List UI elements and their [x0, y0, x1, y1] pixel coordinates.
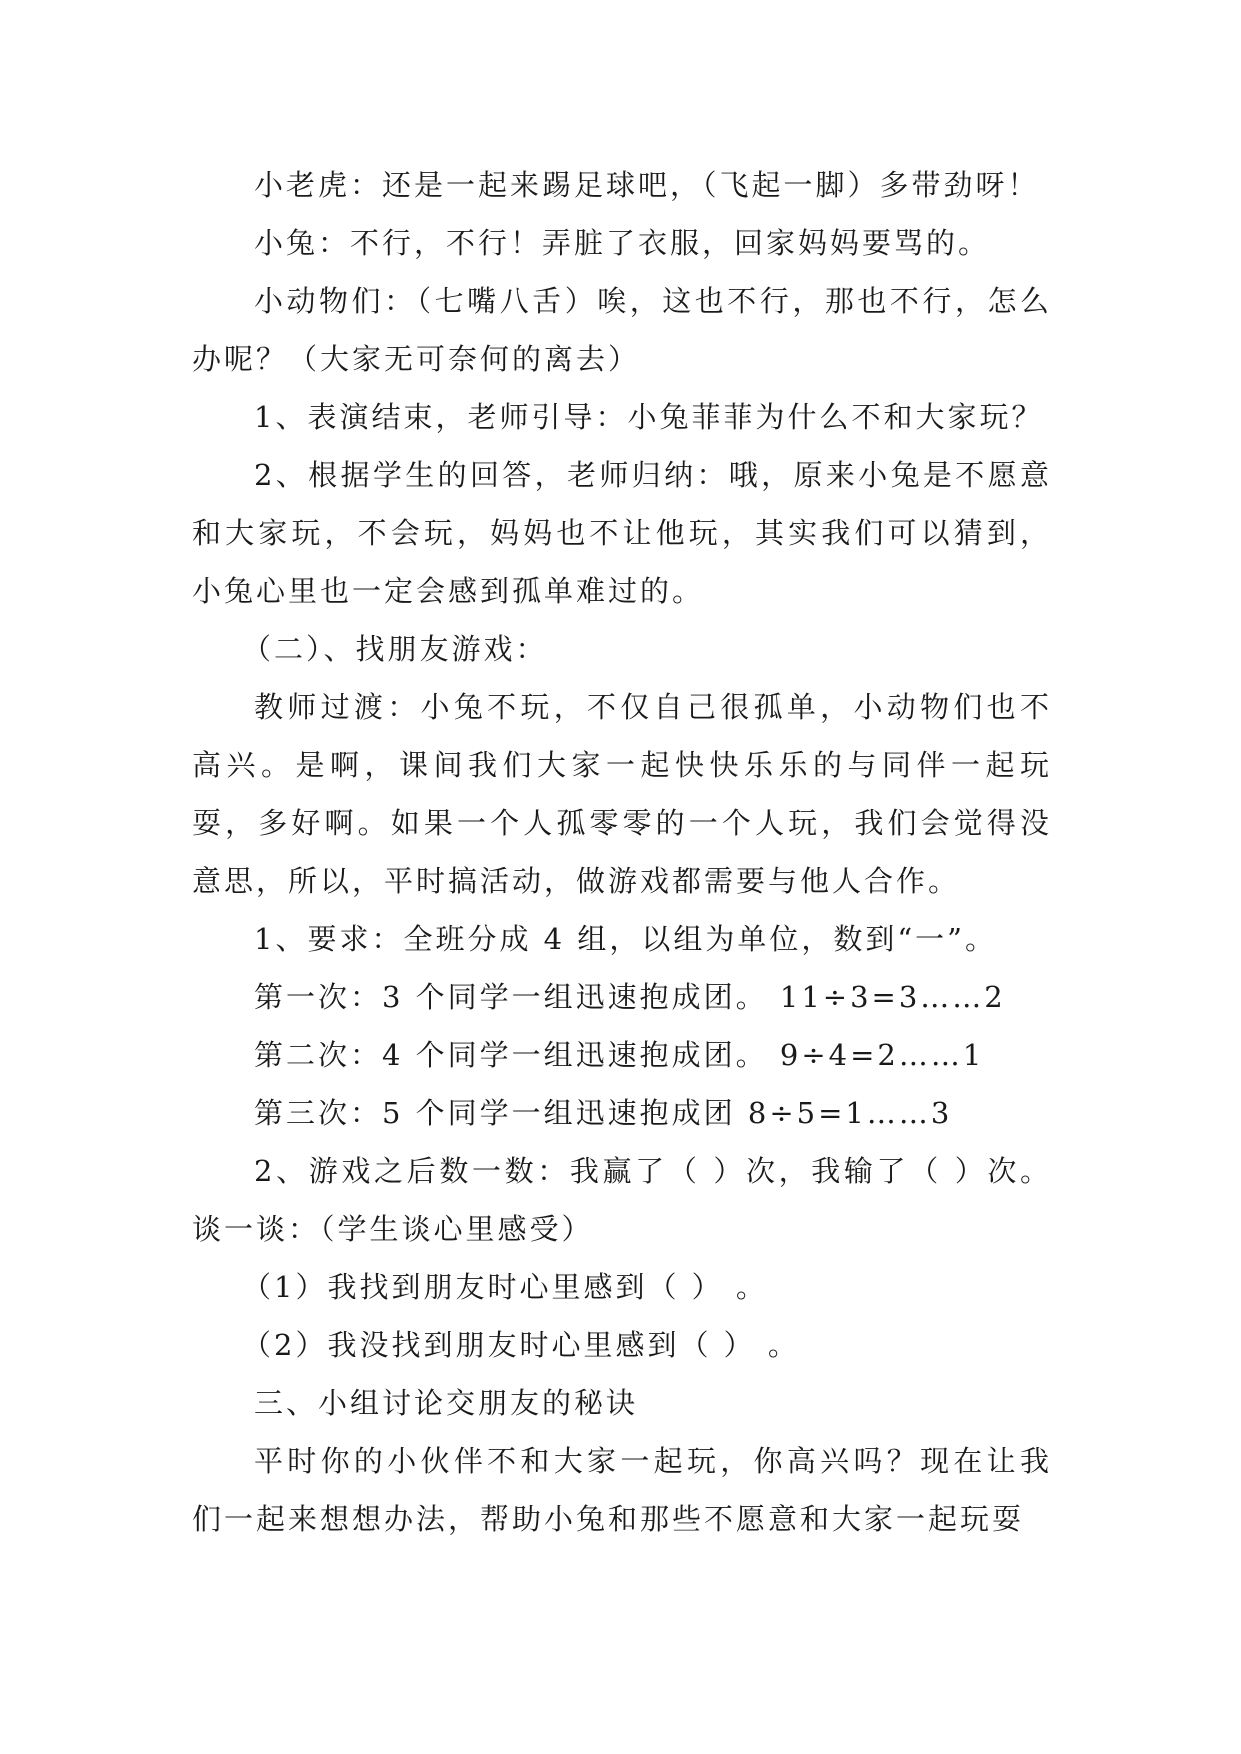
section-heading-game: （二）、找朋友游戏： [242, 632, 548, 666]
paragraph-animals-line: 小动物们：（七嘴八舌）唉，这也不行，那也不行，怎么办呢？（大家无可奈何的离去） [192, 284, 1052, 376]
paragraph-round-three: 第三次：5 个同学一组迅速抱成团 8÷5=1……3 [254, 1096, 953, 1130]
paragraph-teacher-transition: 教师过渡：小兔不玩，不仅自己很孤单，小动物们也不高兴。是啊，课间我们大家一起快快乐乐的与同伴一起玩耍，多好啊。如果一个人孤零零的一个人玩，我们会觉得没意思，所以，平时搞活动，做游戏都需要与他人合作。 [192, 690, 1052, 898]
section-heading-discussion: 三、小组讨论交朋友的秘诀 [254, 1386, 639, 1420]
paragraph-tiger-line: 小老虎：还是一起来踢足球吧，（飞起一脚）多带劲呀！ [254, 168, 1040, 202]
paragraph-found-friend: （1）我找到朋友时心里感到（ ） 。 [242, 1270, 768, 1304]
paragraph-performance-end: 1、表演结束，老师引导：小兔菲菲为什么不和大家玩？ [254, 400, 1044, 434]
paragraph-count-results: 2、游戏之后数一数：我赢了（ ）次，我输了（ ）次。谈一谈：（学生谈心里感受） [192, 1154, 1052, 1246]
paragraph-discussion-intro: 平时你的小伙伴不和大家一起玩，你高兴吗？现在让我们一起来想想办法，帮助小兔和那些不愿意和大家一起玩耍 [192, 1444, 1052, 1536]
paragraph-no-friend: （2）我没找到朋友时心里感到（ ） 。 [242, 1328, 800, 1362]
paragraph-rabbit-line: 小兔：不行，不行！弄脏了衣服，回家妈妈要骂的。 [254, 226, 991, 260]
paragraph-teacher-summary: 2、根据学生的回答，老师归纳：哦，原来小兔是不愿意和大家玩，不会玩，妈妈也不让他玩，其实我们可以猜到，小兔心里也一定会感到孤单难过的。 [192, 458, 1052, 608]
paragraph-requirements: 1、要求：全班分成 4 组，以组为单位，数到“一”。 [254, 922, 997, 956]
paragraph-round-one: 第一次：3 个同学一组迅速抱成团。 11÷3=3……2 [254, 980, 1006, 1014]
document-body [192, 156, 1052, 1548]
paragraph-round-two: 第二次：4 个同学一组迅速抱成团。 9÷4=2……1 [254, 1038, 985, 1072]
